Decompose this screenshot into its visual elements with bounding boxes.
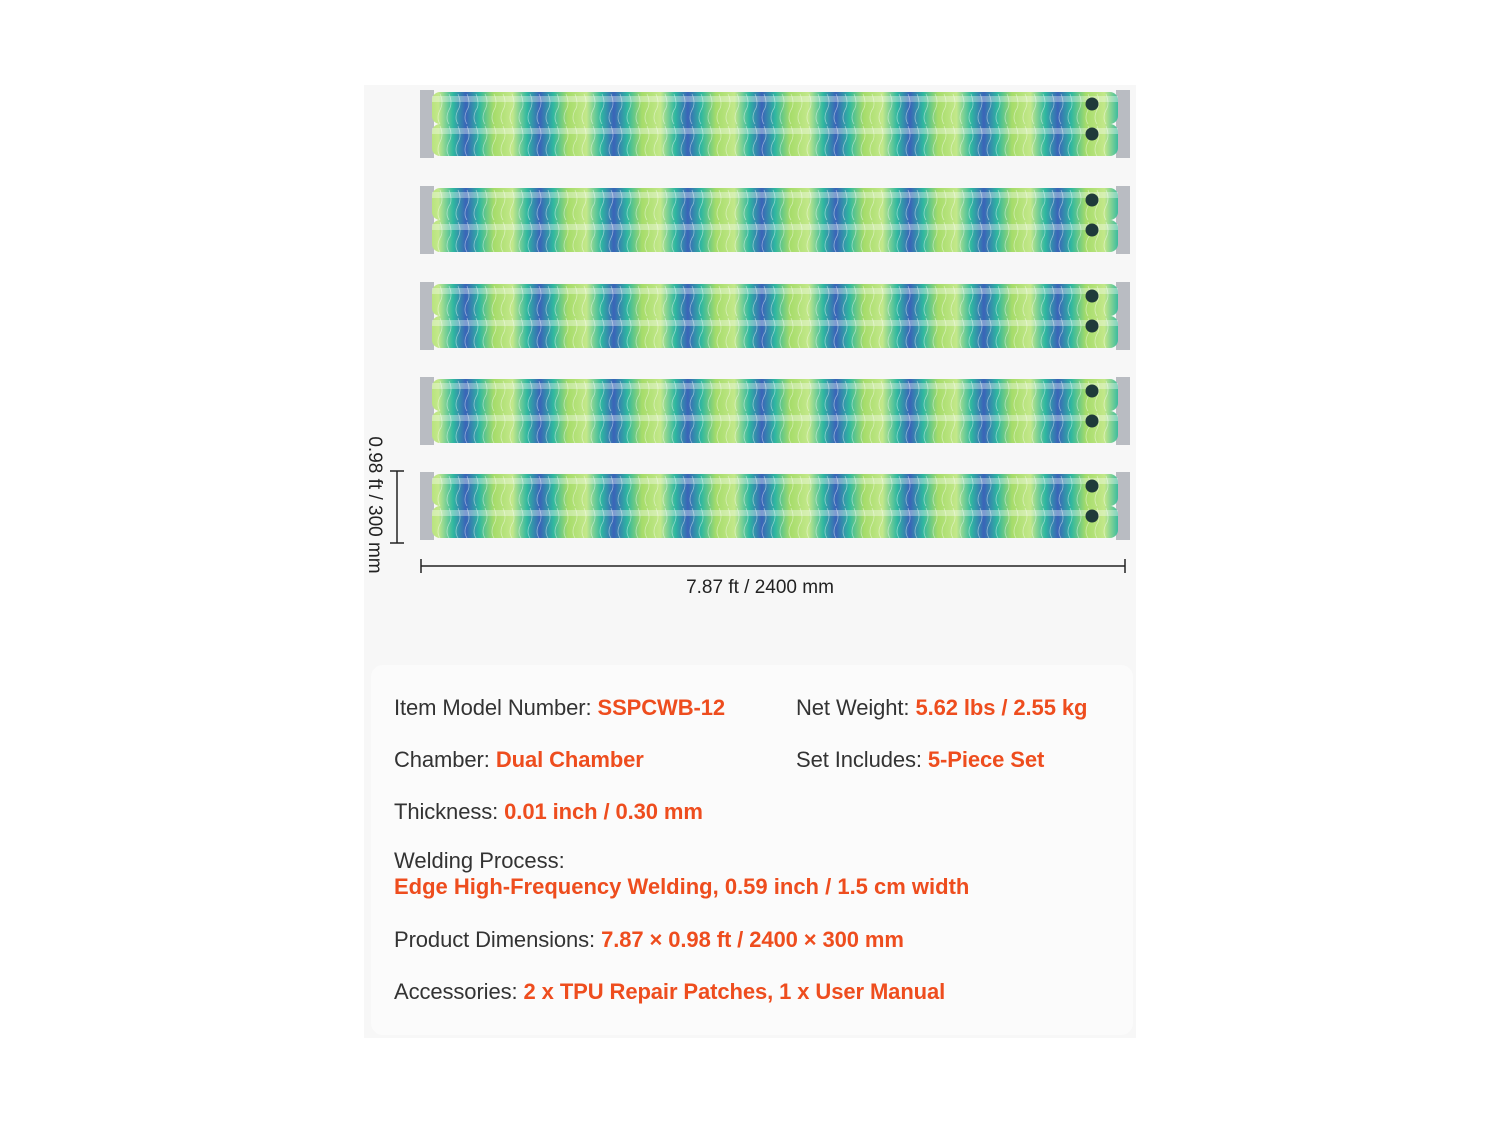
spec-thickness: Thickness: 0.01 inch / 0.30 mm xyxy=(394,799,703,824)
product-card xyxy=(364,85,1136,1038)
water-tube-1 xyxy=(420,88,1130,160)
spec-welding: Welding Process: Edge High-Frequency Welding, 0.59 inch / 1.5 cm width xyxy=(394,848,970,899)
spec-chamber: Chamber: Dual Chamber xyxy=(394,747,644,772)
water-tube-4 xyxy=(420,375,1130,447)
water-tube-2 xyxy=(420,184,1130,256)
spec-set: Set Includes: 5-Piece Set xyxy=(796,747,1045,772)
water-tube-5 xyxy=(420,470,1130,542)
length-dimension-line xyxy=(420,557,1130,575)
spec-dimensions: Product Dimensions: 7.87 × 0.98 ft / 2400 × 300 mm xyxy=(394,927,904,952)
height-dimension-label: 0.98 ft / 300 mm xyxy=(364,436,385,574)
water-tube-3 xyxy=(420,280,1130,352)
length-dimension-label: 7.87 ft / 2400 mm xyxy=(686,577,834,598)
product-image xyxy=(364,85,1136,685)
spec-weight: Net Weight: 5.62 lbs / 2.55 kg xyxy=(796,695,1088,720)
spec-accessories: Accessories: 2 x TPU Repair Patches, 1 x User Manual xyxy=(394,979,946,1004)
spec-model: Item Model Number: SSPCWB-12 xyxy=(394,695,725,720)
specifications-panel xyxy=(371,665,1133,1035)
